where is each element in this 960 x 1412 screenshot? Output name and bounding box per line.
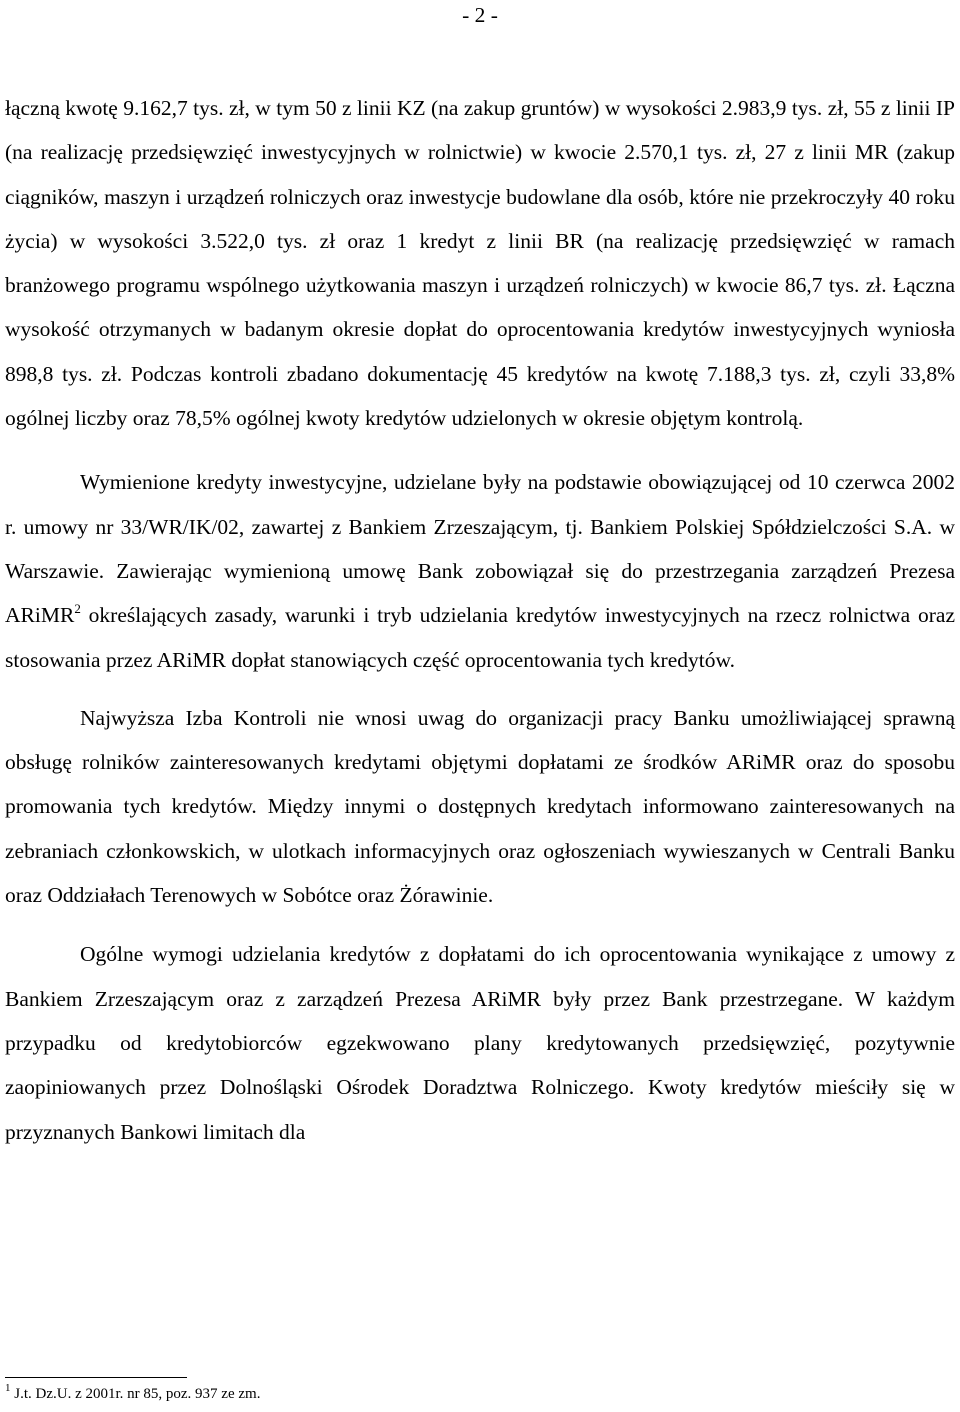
- footnote-divider: [5, 1377, 187, 1378]
- paragraph-credit-agreement-text: Wymienione kredyty inwestycyjne, udzielane były na podstawie obowiązującej od 10 czerwca 2002 r. umowy nr 33/WR/IK/02, zawartej z Bankiem Zrzeszającym, tj. Bankiem Polskiej Spółdzielczości S.A. w Warszawie. Zawierając wymienioną umowę Bank zobowiązał się do przestrzegania zarządzeń Prezesa ARiMR: [5, 470, 955, 628]
- paragraph-requirements: Ogólne wymogi udzielania kredytów z dopłatami do ich oprocentowania wynikające z umowy z Bankiem Zrzeszającym oraz z zarządzeń Prezesa ARiMR były przez Bank przestrzegane. W każdym przypadku od kredytobiorców egzekwowano plany kredytowanych przedsięwzięć, pozytywnie zaopiniowanych przez Dolnośląski Ośrodek Doradztwa Rolniczego. Kwoty kredytów mieściły się w przyznanych Bankowi limitach dla: [5, 942, 955, 1144]
- paragraph-credit-agreement-text-cont: określających zasady, warunki i tryb udzielania kredytów inwestycyjnych na rzecz rolnictwa oraz stosowania przez ARiMR dopłat stanowiących część oprocentowania tych kredytów.: [5, 603, 955, 672]
- footnote-reference: 2: [74, 601, 81, 617]
- paragraph-credit-summary: łączną kwotę 9.162,7 tys. zł, w tym 50 z linii KZ (na zakup gruntów) w wysokości 2.983,9 tys. zł, 55 z linii IP (na realizację przedsięwzięć inwestycyjnych w rolnictwie) w kwocie 2.570,1 tys. zł, 27 z linii MR (zakup ciągników, maszyn i urządzeń rolniczych oraz inwestycje budowlane dla osób, które nie przekroczyły 40 roku życia) w wysokości 3.522,0 tys. zł oraz 1 kredyt z linii BR (na realizację przedsięwzięć w ramach branżowego programu wspólnego użytkowania maszyn i urządzeń rolniczych) w kwocie 86,7 tys. zł. Łączna wysokość otrzymanych w badanym okresie dopłat do oprocentowania kredytów inwestycyjnych wyniosła 898,8 tys. zł. Podczas kontroli zbadano dokumentację 45 kredytów na kwotę 7.188,3 tys. zł, czyli 33,8% ogólnej liczby oraz 78,5% ogólnej kwoty kredytów udzielonych w okresie objętym kontrolą.: [5, 96, 955, 431]
- paragraph-credit-agreement: [5, 460, 955, 681]
- document-body: [5, 86, 955, 1154]
- paragraph-nik-assessment: Najwyższa Izba Kontroli nie wnosi uwag do organizacji pracy Banku umożliwiającej sprawną obsługę rolników zainteresowanych kredytami objętymi dopłatami ze środków ARiMR oraz do sposobu promowania tych kredytów. Między innymi o dostępnych kredytach informowano zainteresowanych na zebraniach członkowskich, w ulotkach informacyjnych oraz ogłoszeniach wywieszanych w Centrali Banku oraz Oddziałach Terenowych w Sobótce oraz Żórawinie.: [5, 705, 955, 908]
- footnote-number: 1: [5, 1382, 11, 1394]
- footnote: [5, 1383, 260, 1405]
- page-number: - 2 -: [462, 3, 498, 27]
- footnote-text: J.t. Dz.U. z 2001r. nr 85, poz. 937 ze zm.: [14, 1386, 261, 1402]
